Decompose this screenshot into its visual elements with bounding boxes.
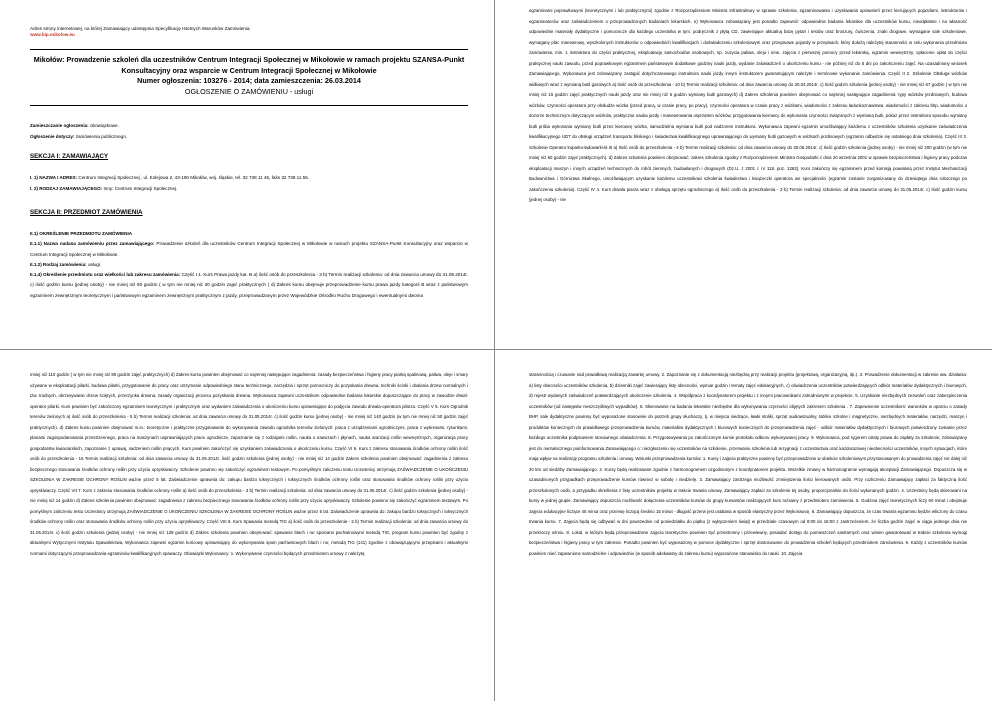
contracting-type-row xyxy=(30,184,468,195)
header-divider xyxy=(30,49,468,50)
mandatory-row xyxy=(30,121,468,132)
address-block xyxy=(30,26,468,38)
page-4-body-text: starannością i czuwanie nad prawidłową realizacją zawartej umowy. 2. Zapoznanie się z dokumentacją niezbędną przy realizacji projektu (projektową, organizacyjną, itp.). 3. Prowadzenie dokumentacji w zakresie ww. działania: a) listy obecności uczestników szkolenia, b) dzienniki zajęć zawierający listy obecności, wymiar godzin i tematy zajęć edukacyjnych, c) oświadczenia uczestników potwierdzających odbiór materiałów dydaktycznych i biurowych, d) rejestr wydanych zaświadczeń potwierdzających ukończenie szkolenia. 4. Współpraca z koordynatorem projektu i z innymi pracownikami zatrudnionymi w projekcie. 5. Uzyskanie niezbędnych zezwoleń oraz zabezpieczenia uczestników (od następstw nieszczęśliwych wypadków). 6. Skierowanie na badania lekarskie niezbędne dla wykonywania czynności objętych zakresem szkolenia . 7. Zapewnienie uczestnikom: warunków w oparciu o zasady BHP, sale dydaktyczne powinny być wyposażone stosownie do potrzeb grupy słuchaczy, tj. w miejsca siedzące, ławki stoliki, sprzęt audiowizualny, tablice szkolne i magnetyczne, niezbędnych materiałów, narzędzi, maszyn i produktów koniecznych do prawidłowego przeprowadzenia kursów, materiałów dydaktycznych i biurowych koniecznych do przeprowadzenia zajęć - odbiór materiałów dydaktycznych i biurowych potwierdzony zostanie przez każdego uczestnika podpisaniem stosownego oświadczenia. 8. Przygotowywania po zakończonym kursie protokołu odbioru wykonywanej pracy. 9. Wykonawca, pod rygorem utraty prawa do zapłaty za szkolenie, zobowiązany jest do niezwłocznego poinformowania Zamawiającego o: niezgłoszeniu się uczestników na szkolenie, przerwaniu szkolenia lub rezygnacji z uczestnictwa oraz każdorazowej nieobecności uczestników, innych sytuacjach, które mają wpływ na realizację programu szkolenia i umowy. Warunki przeprowadzenia kursów: 1. Kursy i zajęcia praktyczne powinny być przeprowadzone w obiekcie szkoleniowym przystosowanym do prowadzenia zajęć nie dalej niż 20 km od siedziby Zamawiającego. 2. Kursy będą realizowane zgodnie z harmonogramem uzgodnionym z koordynatorem projektu. Wszelkie zmiany w harmonogramie wymagają akceptacji Zamawiającego. Dopuszcza się w uzasadnionych przypadkach przeprowadzenie kursów również w sobotę i niedzielę. 3. Zamawiający zastrzega możliwość zmniejszenia ilości kierowanych osób. Przy rozliczeniu Zamawiający zapłaci za faktyczną ilość przeszkolonych osób, a przypadku skreślenia z listy uczestników projektu w trakcie trwania umowy, Zamawiający zapłaci za szkolenie tej osoby, proporcjonalnie do ilości wykonanych godzin. 4. Uczestnicy będą skierowani na kursy w jednej grupie. Zamawiający dopuszcza możliwość dołączenia uczestników kursów do grupy kursantów realizujących kurs tożsamy z przedmiotem zamówienia. 5. Godzina zajęć teoretycznych liczy 60 minut i obejmuje zajęcia edukacyjne liczące 45 minut oraz przerwę liczącą średnio 15 minut - długość przerw jest ustalana w sposób elastyczny przez Wykonawcę. 6. Zamawiający dopuszcza, że czas trwania egzaminu będzie wliczony do czasu trwania kursu. 7. Zajęcia będą się odbywać w dni powszednie od poniedziałku do piątku (z wyłączeniem świąt) w przedziale czasowym od 8:00 do 18:00 z zastrzeżeniem, że liczba godzin zajęć w ciągu jednego dnia nie przekroczy ośmiu. 8. Lokal, w którym będą przeprowadzane zajęcia teoretyczne powinien być przestronny i przewiewny, posiadać dostęp do pomieszczeń sanitarnych oraz winien gwarantować w trakcie szkolenia wymogi bezpieczeństwa i higieny pracy w tym zakresie. Ponadto powinien być wyposażony w pomoce dydaktyczne i sprzęt dostosowane do prowadzenia szkoleń będących przedmiotem zamówienia. 9. Każdy z uczestników kursów powinien mieć zapewnione samodzielne i odpowiednio (w sposób adekwatny do zakresu kursu) wyposażone stanowisko do nauki. 10. Zajęcia xyxy=(529,372,967,556)
contracting-type-value: Inny: Centrum Integracji Społecznej. xyxy=(103,185,178,191)
name-address-value: Centrum Integracji Społecznej , ul. Kolejowa 2, 43-190 Mikołów, woj. śląskie, tel. 32 738 11 45, faks 32 738 11 55. xyxy=(78,175,310,180)
notice-meta xyxy=(30,121,468,143)
subject-heading: II.1) OKREŚLENIE PRZEDMIOTU ZAMÓWIENIA xyxy=(30,231,133,236)
page-2-body-text: egzaminami poprawkowymi (teoretycznymi i lub praktycznymi) zgodnie z Rozporządzeniem Ministra Infrastruktury w sprawie szkolenia, egzaminowania i uzyskiwania uprawnień przez kierujących pojazdami, instruktorów i egzaminatorów oraz zaświadczeniem o przeprowadzonych badaniach lekarskich. e) Wykonawca zobowiązany jest ponadto zapewnić: odpowiednie badania lekarskie dla uczestników kursu, nieodpłatnie i na własność odpowiednie materiały dydaktyczne i pomocnicze dla każdego uczestnika w tym: podręcznik z płytą CD, zawierające aktualną bazę pytań i testów oraz broszury, ćwiczenia, znaki drogowe, wymagane sale szkoleniowe, wymagany plac manewrowy, wyszkolonych instruktorów o odpowiednich kwalifikacjach i doświadczeniu szkoleniowym oraz przepisowe pojazdy w przepisach, który dołożą należytej staranności w celu wykonania przedmiotu zamówienia, min. 1 instruktora do części praktycznej, eksploatację samochodów osobowych, np. zużycia paliwa, oleju i inne, zajęcia z pierwszej pomocy przed lekarską, egzamin wewnętrzny, opłacenie opłat do części praktycznej nauki zawodu, przed poprawkowym egzaminem państwowym dodatkowe godziny nauki jazdy, wydanie zaświadczeń o ukończeniu kursu - nie później niż do 5 dni po zakończeniu zajęć. Na uzasadniony wniosek Zamawiającego, Wykonawca jest zobowiązany zastąpić dotychczasowego instruktora nauki jazdy innym instruktorem gwarantującym należyte i terminowe wykonanie zamówienia. Część II 2. Szkolenie Obsługa wózków widłowych wraz z wymianą butli gazowych a) Ilość osób do przeszkolenia - 10 b) Termin realizacji szkolenia: od dnia zawarcia umowy do 30.04.2014r. c) Ilość godzin szkolenia (jednej osoby) - nie mniej niż 67 godzin ( w tym nie mniej niż 15 godzin zajęć praktycznych nauki jazdy oraz nie mniej niż 6 godzin wymiany butli gazowych) d) Zakres szkolenia powinien obejmować co najmniej następujące zagadnienia: typy wózków jezdniowych, budowa wózków, czynności operatora przy obsłudze wózka (przed pracą, w czasie pracy, po pracy), czynności operatora w czasie pracy z wózkami, wiadomości z zakresu ładunkoznawstwa, wiadomości z zakresu bhp, wiadomości o dozorze technicznym dotyczącym wózków, praktyczna nauka jazdy i manewrowania osprzętem wózków, przygotowania kierowcy do wykonania czynności związanych z wymianą butli, pokaz przez instruktora sposobu wymiany butli próba wykonania wymiany butli przez kierowcę wózka, samodzielna wymiana butli pod nadzorem instruktora. Wykonawca zapewni egzamin umożliwiający każdemu z uczestników szkolenia uzyskanie zaświadczenia kwalifikacyjnego UDT do obsługi urządzeń transportu bliskiego i świadectwa kwalifikacyjnego uprawniającego do wymiany butli gazowych w wózkach jezdniowych (egzamin odbędzie się ostatniego dnia szkolenia). Część III 3. Szkolenie Operator koparko-ładowarki-kl.III a) Ilość osób do przeszkolenia - 4 b) Termin realizacji szkolenia: od dnia zawarcia umowy do 30.06.2014r. c) Ilość godzin szkolenia (jednej osoby) - nie mniej niż 200 godzin (w tym nie mniej niż 60 godzin zajęć praktycznych). d) Zakres szkolenia powinien obejmować: zakres szkolenia zgodny z Rozporządzeniem Ministra Gospodarki z dnia 20 września 2001 w sprawie bezpieczeństwa i higieny pracy podczas eksploatacji maszyn i innych urządzeń technicznych do robót ziemnych, budowlanych i drogowych (Dz.U. z 2001 r. nr 118, poz. 1263). Kurs zakończy się egzaminem przed komisją powołaną przez Instytut Mechanizacji Budownictwa i Górnictwa Skalnego, umożliwiającym uzyskanie każdemu uczestnikowi szkolenia świadectwa i książeczki operatora we specjalności (egzamin zostanie zorganizowany do dziesiątego dnia roboczego po zakończeniu szkolenia). Część IV 4. Kurs drwala piarza wraz z obsługą sprzętu ogrodniczego a) Ilość osób do przeszkolenia - 3 b) Termin realizacji szkolenia: od dnia zawarcia umowy do 31.05.2014r. c) Ilość godzin kursu (jednej osoby) - nie xyxy=(529,8,967,202)
address-link[interactable]: www.bip.mikolow.eu xyxy=(30,32,75,37)
mandatory-value: obowiązkowe. xyxy=(90,123,119,128)
page-divider-horizontal xyxy=(0,349,992,350)
contract-name-value: Prowadzenie szkoleń dla uczestników Centrum Integracji Społecznej w Mikołowie w ramach projektu SZANSA-Punkt Konsultacyjny oraz wsparcie w Centrum Integracji Społecznej w Mikołowie. xyxy=(30,241,468,257)
page-3-body-text: mniej niż 110 godzin ( w tym nie mniej niż 80 godzin zajęć praktycznych) d) Zakres kursu powinien obejmować co najmniej następujące zagadnienia: zasady bezpieczeństwa i higieny pracy piarką spalinową, paliwa, oleje i smary używane w eksploatacji pilarki, budowa pilarki, przygotowanie do pracy oraz utrzymanie odpowiedniego stanu technicznego, narzędzia i sprzęt pomocniczy do pozyskania drewna, techniki ścinki i obalania drzew normalnych i tzw. trudnych, okrzesywanie drzew ściętych, przerzynka drewna, zasady organizacji procesu pozyskania drewna. Wykonawca zapewni uczestnikom odpowiednie badania lekarskie dopuszczające do pracy w zawodzie drwal-operator pilarki. Kurs powinien być zakończony egzaminem teoretycznym i praktycznym oraz wydaniem zaświadczenia o ukończeniu kursu uprawniające do podjęcia zawodu drwala-operatora pilarza. Część V 5. Kurs Ogrodnik terenów zielonych a) ilość osób do przeszkolenia - 5 b) Termin realizacji szkolenia: od dnia zawarcia umowy do 31.05.2014r. c) ilość godzin kursu (jednej osoby) - nie mniej niż 140 godzin (w tym nie mniej niż 50 godzin zajęć praktycznych). d) Zakres kursu powinien obejmować m.in.: teoretyczne i praktyczne przygotowanie do wykonywania zawodu ogrodnika terenów zielonych: praca z urządzeniami ogrodniczymi, praca z wykresami, rysunkami, planami zagospodarowania przestrzennego, praca na maszynach usprawniających prace ogrodnicze, zapoznanie się z rodzajami roślin, nauka o nawozach i płynach, nauka aranżacji roślin wewnętrznych, organizacja pracy gospodarstw kwiaciarskich, zapoznanie z uprawą, sadzeniem roślin pnących. Kurs powinien zakończyć się uzyskaniem zaświadczenia o ukończeniu kursu. Część VI 6. Kurs z zakresu stosowania środków ochrony roślin ilość osób do przeszkolenia - 15 Termin realizacji szkolenia: od dnia zawarcia umowy do 31.05.2014r. ilość godzin szkolenia (jednej osoby) - nie mniej niż 14 godzin Zakres szkolenia powinien obejmować: zagadnienia z zakresu bezpiecznego stosowania środków ochrony roślin przy użyciu opryskiwaczy. Szkolenie powinno się zakończyć egzaminem testowym. Po pomyślnym zaliczeniu testu Uczestnicy otrzymują ZAŚWIADCZENIE O UKOŃCZENIU SZKOLENIA W ZAKRESIE OCHRONY ROŚLIN ważne przez 5 lat. Zaświadczenie uprawnia do: zakupu bardzo toksycznych i toksycznych środków ochrony roślin oraz stosowania środków ochrony roślin przy użyciu opryskiwaczy. Część VII 7. Kurs z zakresu stosowania środków ochrony roślin a) ilość osób do przeszkolenia - 3 b) Termin realizacji szkolenia: od dnia zawarcia umowy do 31.05.2014r. c) ilość godzin szkolenia (jednej osoby) - nie mniej niż 14 godzin d) Zakres szkolenia powinien obejmować: zagadnienia z zakresu bezpiecznego stosowania środków ochrony roślin przy użyciu opryskiwaczy. Szkolenie powinno się zakończyć egzaminem testowym. Po pomyślnym zaliczeniu testu Uczestnicy otrzymują ZAŚWIADCZENIE O UKOŃCZENIU SZKOLENIA W ZAKRESIE OCHRONY ROŚLIN ważne przez 5 lat. Zaświadczenie uprawnia do: zakupu bardzo toksycznych i toksycznych środków ochrony roślin oraz stosowania środków ochrony roślin przy użyciu opryskiwaczy. Część VIII 8. Kurs Spawania metodą TIG a) ilość osób do przeszkolenia - 2 b) Termin realizacji szkolenia: od dnia zawarcia umowy do 31.05.2014r. c) ilość godzin szkolenia (jednej osoby) - nie mniej niż 128 godzin d) Zakres szkolenia powinien obejmować: spawanie blach i rur spoinami pachwinowymi metodą TIG, program kursu powinien być zgodny z aktualnymi Wytycznymi Instytutu Spawalnictwa, Wykonawca zapewni egzamin końcowy uprawniający do wykonywania spoin pachwinowych blach i rur, metodą TIG (141) zgodnie z obowiązującymi przepisami i aktualnymi normami dotyczącymi przeprowadzania egzaminów kwalifikacyjnych spawaczy. Obowiązki Wykonawcy: 1. Wykonywanie czynności będących przedmiotem umowy z należytą xyxy=(30,372,468,556)
notice-title-block xyxy=(30,55,468,97)
document-page-2 xyxy=(499,0,989,346)
contract-name-row xyxy=(30,239,468,260)
page-divider-vertical xyxy=(494,0,495,701)
document-page-1 xyxy=(0,0,490,346)
document-page-3 xyxy=(0,354,490,700)
name-address-row xyxy=(30,173,468,184)
section-1-heading: SEKCJA I: ZAMAWIAJĄCY xyxy=(30,153,109,160)
section-1-content xyxy=(30,173,468,194)
address-label: Adres strony internetowej, na której Zamawiający udostępnia Specyfikację Istotnych Warunków Zamówienia: xyxy=(30,26,251,31)
contract-kind-row xyxy=(30,260,468,270)
contract-desc-value: Część I 1. Kurs Prawa jazdy kat. B a) ilość osób do przeszkolenia - 3 b) Termin realizacji szkolenia: od dnia zawarcia umowy do 31.08.2014r. c) ilość godzin kursu (jednej osoby) - nie mniej niż 60 godzin ( w tym nie mniej niż 30 godzin zajęć praktycznych ) d) Zakres kursu obejmuje przeprowadzenie kursu prawa jazdy kategorii B wraz z państwowym egzaminem zewnętrznym teoretycznym i państwowym egzaminem zewnętrznym praktycznym z jazdy, przeprowadzanym przez Wojewódzkie Ośrodko Ruchu Drogowego i ewentualnymi dwoma xyxy=(30,272,468,298)
contract-name-label: II.1.1) Nazwa nadana zamówieniu przez zamawiającego: xyxy=(30,241,155,247)
name-address-label: I. 1) NAZWA I ADRES: xyxy=(30,175,78,180)
contract-desc-label: II.1.4) Określenie przedmiotu oraz wielkości lub zakresu zamówienia: xyxy=(30,272,181,278)
concerns-row xyxy=(30,132,468,143)
section-2-heading: SEKCJA II: PRZEDMIOT ZAMÓWIENIA xyxy=(30,209,143,216)
concerns-value: zamówienia publicznego. xyxy=(75,133,128,139)
contract-kind-value: usługi. xyxy=(87,261,102,267)
mandatory-label: Zamieszczanie ogłoszenia: xyxy=(30,123,89,128)
document-page-4 xyxy=(499,354,989,700)
concerns-label: Ogłoszenie dotyczy: xyxy=(30,133,75,139)
notice-title: Mikołów: Prowadzenie szkoleń dla uczestników Centrum Integracji Społecznej w Mikołowie w ramach projektu SZANSA-Punkt Konsultacyjny oraz wsparcie w Centrum Integracji Społecznej w Mikołowie xyxy=(33,55,465,75)
title-divider xyxy=(30,105,468,106)
contract-kind-label: II.1.2) Rodzaj zamówienia: xyxy=(30,261,87,267)
section-2-content xyxy=(30,229,468,301)
notice-type: OGŁOSZENIE O ZAMÓWIENIU - usługi xyxy=(184,86,314,96)
notice-number: Numer ogłoszenia: 103276 - 2014; data zamieszczenia: 26.03.2014 xyxy=(137,76,361,86)
contract-desc-row xyxy=(30,270,468,301)
contracting-type-label: I. 2) RODZAJ ZAMAWIAJĄCEGO: xyxy=(30,185,103,191)
